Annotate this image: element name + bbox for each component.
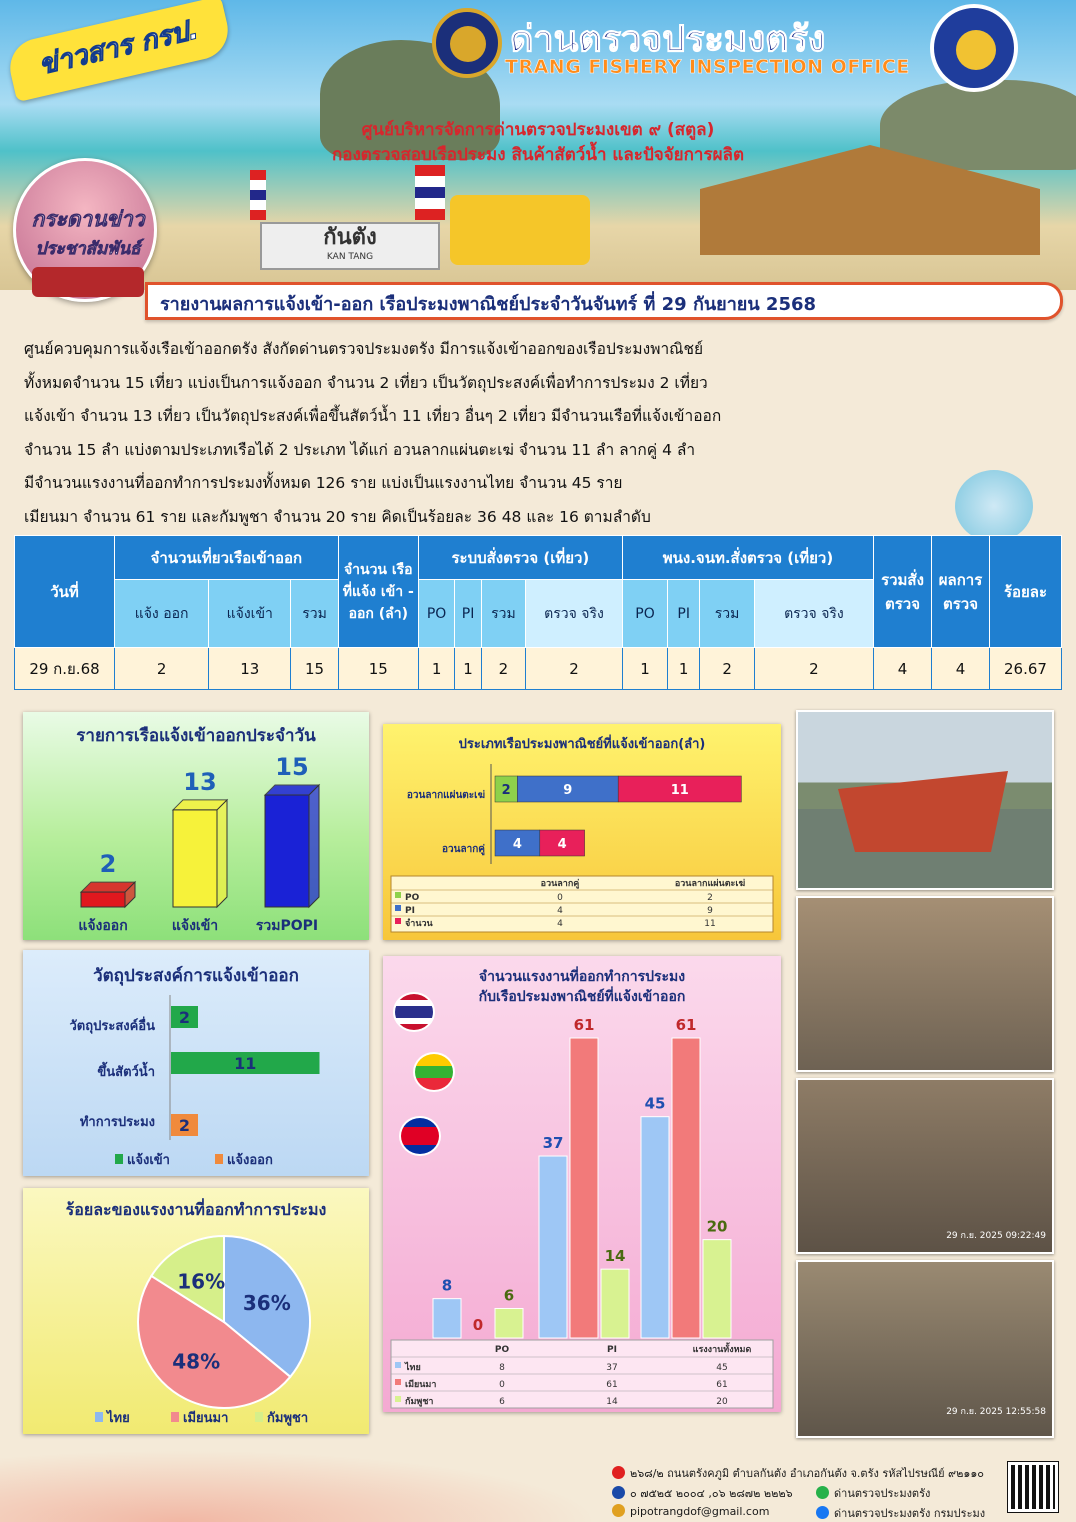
train-locomotive [450,195,590,265]
table-cell: 1 [622,648,667,690]
photo-crew-3 [796,1260,1054,1438]
daily-chart-panel [23,712,369,940]
dugong-mascot-icon [955,470,1033,542]
th-sub: รวม [291,580,338,648]
daily-chart-svg [23,712,369,940]
daily-chart-title: รายการเรือแจ้งเข้าออกประจำวัน [76,726,316,746]
th-officer: พนง.จนท.สั่งตรวจ (เที่ยว) [622,536,873,580]
table-cell: 11 [704,919,716,929]
line-text[interactable]: ด่านตรวจประมงตรัง [834,1487,931,1500]
legend-swatch [395,918,401,924]
table-cell: 2 [526,648,623,690]
table-cell: 45 [716,1363,728,1373]
legend-swatch [395,1379,401,1385]
vessel-type-svg [383,724,781,940]
table-cell: 61 [716,1380,728,1390]
th-sub: รวม [481,580,525,648]
category-label: รวมPOPI [255,918,319,934]
legend-swatch [395,1396,401,1402]
th-sub: แจ้งเข้า [209,580,291,648]
newsletter-tag-text: ข่าวสาร กรป. [35,14,202,81]
phone-icon [612,1486,625,1499]
photo-fishing-vessel [796,710,1054,890]
table-cell: 29 ก.ย.68 [15,648,115,690]
table-cell: 4 [557,906,563,916]
bar-value-label: 9 [563,783,573,798]
table-cell: 26.67 [990,648,1062,690]
th-sub: แจ้ง ออก [115,580,209,648]
intro-line: จำนวน 15 ลำ แบ่งตามประเภทเรือได้ 2 ประเภท ได้แก่ อวนลากแผ่นตะเฆ่ จำนวน 11 ลำ ลากคู่ 4 ลำ [24,440,696,459]
bar-value-label: 14 [604,1247,626,1266]
table-cell: 2 [754,648,873,690]
th-sub: รวม [700,580,754,648]
th-date: วันที่ [15,536,115,648]
pr-board-badge [13,158,157,302]
table-header: PI [607,1345,617,1355]
labor-pct-title: ร้อยละของแรงงานที่ออกทำการประมง [65,1200,327,1219]
legend-label: เมียนมา [183,1411,229,1426]
thai-flag-small [250,170,266,220]
category-label: วัตถุประสงค์อื่น [69,1019,155,1034]
footer-line[interactable] [816,1484,930,1502]
inspection-emblem-icon [956,30,996,70]
bar-value-label: 11 [670,783,689,798]
division-name: กองตรวจสอบเรือประมง สินค้าสัตว์น้ำ และปัจจัยการผลิต [331,145,745,165]
table-row-label: ไทย [405,1363,421,1373]
legend-label: กัมพูชา [267,1411,309,1426]
bar-value-label: 61 [675,1016,697,1034]
th-sub: ตรวจ จริง [754,580,873,648]
table-cell: 4 [932,648,990,690]
office-name-en: TRANG FISHERY INSPECTION OFFICE [505,56,910,78]
table-cell: 14 [606,1397,618,1407]
badge-line1: กระดานข่าว [31,207,145,231]
purpose-chart-title: วัตถุประสงค์การแจ้งเข้าออก [93,966,299,986]
table-cell: 1 [455,648,481,690]
table-cell: 13 [209,648,291,690]
report-title: รายงานผลการแจ้งเข้า-ออก เรือประมงพาณิชย์ประจำวันจันทร์ ที่ 29 กันยายน 2568 [160,294,817,315]
footer [0,1450,1076,1522]
table-header: PO [494,1345,510,1355]
photo-caption: 29 ก.ย. 2025 09:22:49 [946,1231,1046,1241]
station-sign-en: KAN TANG [326,252,374,262]
station-sign-th: กันตัง [323,225,377,250]
table-cell: 15 [338,648,418,690]
photo-caption: 29 ก.ย. 2025 12:55:58 [946,1407,1046,1417]
table-row-label: PI [405,906,415,916]
bar [433,1299,461,1338]
table-cell: 8 [499,1363,505,1373]
footer-address [612,1464,984,1482]
bar-value-label: 45 [644,1094,666,1113]
th-trips: จำนวนเที่ยวเรือเข้าออก [115,536,339,580]
table-cell: 37 [606,1363,618,1373]
vessel-hull [838,762,1008,852]
email-text[interactable]: pipotrangdof@gmail.com [630,1505,770,1518]
category-label: ขึ้นสัตว์น้ำ [97,1065,155,1080]
bar [601,1269,629,1338]
bar [495,1308,523,1338]
intro-line: แจ้งเข้า จำนวน 13 เที่ยว เป็นวัตถุประสงค์เพื่อขึ้นสัตว์น้ำ 11 เที่ยว อื่นๆ 2 เที่ยว มีจำนวนเรือที่แจ้งเข้าออก [24,407,722,426]
table-cell: 6 [499,1397,505,1407]
newsletter-tag [4,0,233,102]
bar-value-label: 2 [178,1008,191,1027]
pie-label: 48% [172,1349,221,1374]
purpose-chart-svg [23,950,369,1176]
th-result: ผลการ ตรวจ [932,536,990,648]
seal-emblem-icon [450,26,486,62]
labor-pct-svg [23,1188,369,1434]
bar [81,892,125,907]
th-system: ระบบสั่งตรวจ (เที่ยว) [418,536,622,580]
report-title-banner [145,282,1063,320]
table-cell: 4 [557,919,563,929]
qr-code-icon[interactable] [1008,1462,1058,1512]
center-name: ศูนย์บริหารจัดการด่านตรวจประมงเขต ๙ (สตูล) [361,120,715,140]
thai-flag [415,165,445,220]
category-label: อวนลากคู่ [442,844,485,855]
legend-swatch [115,1154,123,1164]
intro-line: ทั้งหมดจำนวน 15 เที่ยว แบ่งเป็นการแจ้งออก จำนวน 2 เที่ยว เป็นวัตถุประสงค์เพื่อทำการประมง 2 เที่ยว [24,373,708,392]
office-name-th: ด่านตรวจประมงตรัง [510,19,826,60]
phone-text: ๐ ๗๕๒๕ ๒๐๐๔ ,๐๖ ๒๘๗๒ ๒๒๒๖ [630,1487,793,1500]
labor-chart-title-1: จำนวนแรงงานที่ออกทำการประมง [478,969,686,985]
bar-value-label: 4 [557,837,567,852]
station-sign [260,222,440,270]
intro-paragraph [24,333,1064,535]
photo-crew-1 [796,896,1054,1072]
table-cell: 2 [481,648,525,690]
table-cell: 2 [700,648,754,690]
facebook-text[interactable]: ด่านตรวจประมงตรัง กรมประมง [834,1507,986,1520]
table-cell: 1 [668,648,700,690]
bar-side [217,800,227,907]
bar-value-label: 20 [706,1217,728,1236]
table-cell: 2 [115,648,209,690]
table-cell: 15 [291,648,338,690]
labor-chart-title-2: กับเรือประมงพาณิชย์ที่แจ้งเข้าออก [478,989,686,1005]
address-text: ๒๖๘/๒ ถนนตรังคภูมิ ตำบลกันตัง อำเภอกันตัง จ.ตรัง รหัสไปรษณีย์ ๙๒๑๑๐ [630,1467,985,1480]
legend-label: ไทย [107,1411,130,1426]
bar-value-label: 4 [512,837,522,852]
summary-table [14,535,1062,690]
th-percent: ร้อยละ [990,536,1062,648]
table-row-label: เมียนมา [405,1380,437,1390]
email-icon [612,1504,625,1517]
category-label: ทำการประมง [79,1115,155,1130]
th-total-order: รวมสั่ง ตรวจ [874,536,932,648]
table-cell: 9 [707,906,713,916]
table-header: อวนลากคู่ [540,879,580,889]
table-cell: 2 [707,893,713,903]
bar-value-label: 2 [99,850,117,879]
footer-facebook[interactable] [816,1504,985,1522]
header-banner [0,0,1076,290]
vessel-type-title: ประเภทเรือประมงพาณิชย์ที่แจ้งเข้าออก(ลำ) [458,737,706,752]
th-vessels: จำนวน เรือที่แจ้ง เข้า - ออก (ลำ) [338,536,418,648]
intro-line: เมียนมา จำนวน 61 ราย และกัมพูชา จำนวน 20 ราย คิดเป็นร้อยละ 36 48 และ 16 ตามลำดับ [24,507,651,526]
facebook-icon [816,1506,829,1519]
legend-swatch [171,1412,179,1422]
th-sub: ตรวจ จริง [526,580,623,648]
bar [703,1240,731,1338]
bar [641,1117,669,1338]
fishery-inspection-seal [930,4,1018,92]
legend-swatch [95,1412,103,1422]
train-icon [32,267,144,297]
category-label: แจ้งเข้า [171,918,219,934]
bar-value-label: 6 [503,1286,515,1305]
purpose-chart-panel [23,950,369,1176]
table-cell: 61 [606,1380,618,1390]
legend-label: แจ้งเข้า [127,1153,170,1168]
legend-swatch [215,1154,223,1164]
table-row-label: กัมพูชา [405,1397,434,1407]
labor-pct-panel [23,1188,369,1434]
labor-chart-svg [383,956,781,1412]
coral-decoration [0,1450,600,1522]
legend-label: แจ้งออก [227,1153,273,1168]
bar-value-label: 15 [275,753,309,781]
bar-value-label: 8 [441,1276,453,1295]
bar [672,1038,700,1338]
th-sub: PO [418,580,455,648]
legend-swatch [255,1412,263,1422]
table-row-label: จำนวน [405,919,433,929]
category-label: แจ้งออก [78,918,128,934]
table-row [15,648,1062,690]
legend-swatch [395,905,401,911]
table-cell: 0 [557,893,563,903]
th-sub: PI [455,580,481,648]
bar-value-label: 37 [542,1134,564,1153]
vessel-type-panel [383,724,781,940]
table-cell: 20 [716,1397,728,1407]
th-sub: PI [668,580,700,648]
legend-swatch [395,892,401,898]
location-icon [612,1466,625,1479]
bar-value-label: 11 [234,1054,257,1073]
bar [265,795,309,907]
pie-label: 16% [177,1269,226,1294]
department-seal [432,8,502,78]
bar-value-label: 2 [501,783,511,798]
labor-chart-panel [383,956,781,1412]
bar-value-label: 0 [472,1316,484,1334]
category-label: อวนลากแผ่นตะเฆ่ [406,790,485,801]
badge-line2: ประชาสัมพันธ์ [35,239,141,259]
pie-label: 36% [242,1290,291,1315]
table-cell: 4 [874,648,932,690]
intro-line: ศูนย์ควบคุมการแจ้งเรือเข้าออกตรัง สังกัดด่านตรวจประมงตรัง มีการแจ้งเข้าออกของเรือประมงพาณิชย์ [24,340,704,358]
bar-side [309,785,319,907]
th-sub: PO [622,580,667,648]
photo-crew-2 [796,1078,1054,1254]
footer-phone [612,1484,793,1502]
table-cell: 0 [499,1380,505,1390]
bar-value-label: 61 [573,1016,595,1034]
bar [570,1038,598,1338]
bar [173,810,217,907]
legend-swatch [395,1362,401,1368]
footer-email[interactable] [612,1504,769,1518]
table-header: แรงงานทั้งหมด [692,1345,752,1355]
table-cell: 1 [418,648,455,690]
line-icon [816,1486,829,1499]
bar-value-label: 2 [178,1116,191,1135]
intro-line: มีจำนวนแรงงานที่ออกทำการประมงทั้งหมด 126 ราย แบ่งเป็นแรงงานไทย จำนวน 45 ราย [24,474,623,493]
bar-value-label: 13 [183,767,217,796]
table-row-label: PO [405,893,420,903]
bar [539,1156,567,1338]
table-header: อวนลากแผ่นตะเฆ่ [674,879,746,889]
